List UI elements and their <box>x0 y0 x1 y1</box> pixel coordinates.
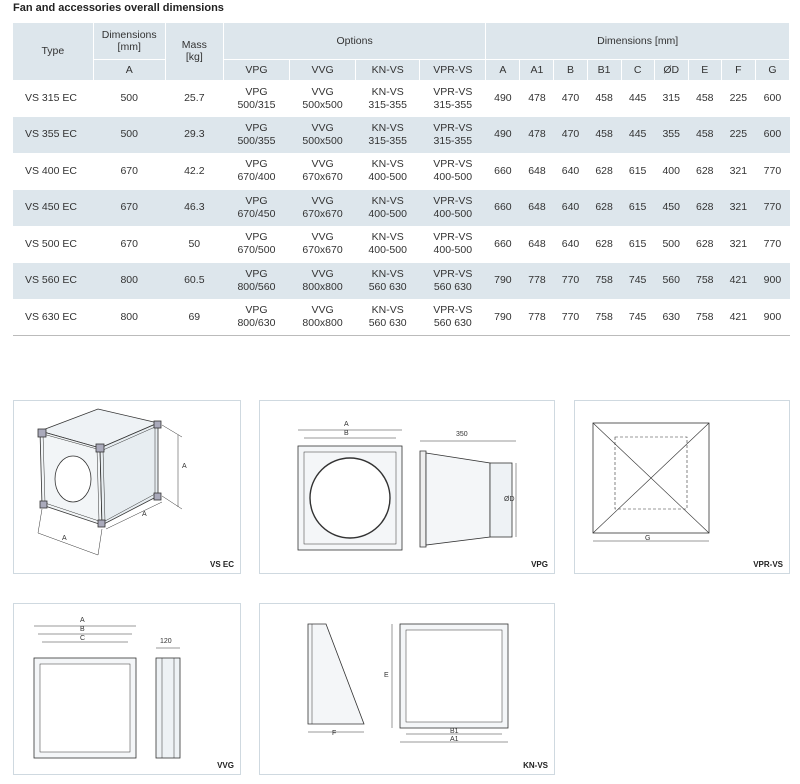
cell-option-knvs-line: 560 630 <box>368 317 407 329</box>
vpr-vs-label-g: G <box>645 535 651 542</box>
header-dim-d: ØD <box>654 59 688 80</box>
cell-dim-d: 400 <box>662 164 680 177</box>
cell-dim-f: 421 <box>721 299 755 336</box>
cell-dim-g: 600 <box>755 117 789 154</box>
cell-dim-a: 660 <box>494 164 512 177</box>
cell-option-vprvs-line: VPR-VS <box>433 194 473 207</box>
cell-dim-b: 470 <box>561 92 580 104</box>
cell-option-vpg-line: 800/560 <box>237 280 276 293</box>
cell-dim-g: 900 <box>755 299 789 336</box>
cell-option-vpg-line: 500/355 <box>237 134 276 147</box>
header-dim-f: F <box>721 59 755 80</box>
cell-dim-d: 315 <box>662 92 680 104</box>
cell-option-vvg <box>290 153 356 190</box>
cell-option-vprvs-line: 315-355 <box>433 134 473 147</box>
cell-dim-a: 490 <box>486 117 520 154</box>
cell-dim-c: 615 <box>621 190 654 227</box>
cell-option-vpg <box>223 117 289 154</box>
diagram-vpg <box>259 400 555 574</box>
cell-option-vvg-line: VVG <box>311 121 334 134</box>
cell-option-vvg-line: 500x500 <box>302 134 343 147</box>
cell-dim-a1: 778 <box>520 263 554 300</box>
cell-option-vpg <box>223 263 289 300</box>
cell-mass: 42.2 <box>184 164 205 177</box>
cell-type: VS 450 EC <box>13 190 93 227</box>
cell-option-vpg <box>223 80 289 117</box>
cell-dim-d: 450 <box>654 190 688 227</box>
diagram-vpr-vs <box>574 400 790 574</box>
vpg-caption: VPG <box>531 560 548 569</box>
cell-option-vprvs <box>420 263 486 300</box>
vpg-label-d: ØD <box>504 496 515 503</box>
cell-option-vvg <box>290 117 356 154</box>
cell-dim-f: 225 <box>721 117 755 154</box>
cell-dim-f: 225 <box>729 92 748 104</box>
cell-dim-c: 615 <box>628 164 647 177</box>
header-options: Options <box>223 23 485 59</box>
cell-dim-a1: 648 <box>528 237 546 250</box>
cell-dim-b1: 628 <box>595 237 613 250</box>
cell-dim-e: 458 <box>696 92 714 104</box>
diagram-kn-vs <box>259 603 555 775</box>
cell-option-vvg-line: 800x800 <box>302 317 343 329</box>
cell-option-knvs-line: KN-VS <box>371 194 404 207</box>
cell-dimension-a: 800 <box>93 263 165 300</box>
cell-option-vpg-line: VPG <box>245 194 268 207</box>
cell-option-knvs-line: KN-VS <box>371 121 404 134</box>
vvg-drawing <box>14 604 242 776</box>
cell-option-vprvs-line: 560 630 <box>433 317 472 329</box>
cell-option-knvs-line: 315-355 <box>368 98 407 111</box>
cell-mass: 29.3 <box>165 117 223 154</box>
cell-dimension-a: 670 <box>120 164 138 177</box>
cell-option-vprvs <box>420 153 486 190</box>
cell-dim-c: 445 <box>628 92 647 104</box>
vs-ec-caption: VS EC <box>209 560 234 569</box>
cell-option-vpg-line: 670/450 <box>237 207 276 220</box>
cell-option-knvs-line: 400-500 <box>368 207 407 220</box>
diagram-vvg <box>13 603 241 775</box>
cell-dimension-a: 800 <box>93 299 165 336</box>
dimensions-table <box>13 23 790 336</box>
cell-dim-a1: 648 <box>520 190 554 227</box>
cell-option-vpg-line: VPG <box>245 231 268 244</box>
cell-option-vvg <box>290 299 356 336</box>
cell-option-vpg-line: VPG <box>245 85 268 98</box>
cell-option-vpg-line: 670/400 <box>237 171 276 184</box>
cell-dim-b: 470 <box>554 117 587 154</box>
cell-option-knvs-line: KN-VS <box>371 304 404 316</box>
cell-mass: 25.7 <box>184 92 205 104</box>
cell-dimension-a: 500 <box>93 117 165 154</box>
cell-dim-e: 628 <box>696 164 714 177</box>
table-row <box>13 117 790 154</box>
cell-dim-e: 628 <box>696 237 714 250</box>
vs-ec-label-a-height: A <box>182 463 187 470</box>
kn-vs-caption: KN-VS <box>523 761 548 770</box>
header-option-vprvs: VPR-VS <box>420 59 486 80</box>
header-type: Type <box>13 23 93 80</box>
cell-mass: 46.3 <box>165 190 223 227</box>
cell-option-vprvs-line: VPR-VS <box>433 231 473 244</box>
cell-dimension-a: 670 <box>93 190 165 227</box>
cell-option-vvg <box>290 263 356 300</box>
cell-option-vvg-line: VVG <box>311 304 334 316</box>
cell-option-knvs-line: KN-VS <box>371 267 404 280</box>
kn-vs-label-e: E <box>384 672 389 679</box>
cell-dim-a: 490 <box>494 92 512 104</box>
table-row <box>13 153 790 190</box>
cell-dim-c: 745 <box>621 263 654 300</box>
cell-option-vprvs-line: 400-500 <box>433 244 473 257</box>
cell-dim-b1: 458 <box>587 117 621 154</box>
cell-dim-c: 445 <box>621 117 654 154</box>
cell-dim-f: 321 <box>729 164 748 177</box>
cell-dim-c: 745 <box>621 299 654 336</box>
cell-type: VS 630 EC <box>13 299 93 336</box>
cell-option-vprvs-line: 315-355 <box>433 98 473 111</box>
vpg-label-a: A <box>344 421 349 428</box>
cell-dimension-a: 500 <box>120 92 138 104</box>
cell-dim-c: 615 <box>628 237 647 250</box>
cell-option-vvg-line: VVG <box>311 85 334 98</box>
cell-mass: 50 <box>188 237 201 250</box>
cell-dim-a: 790 <box>486 263 520 300</box>
cell-dim-f: 421 <box>721 263 755 300</box>
kn-vs-label-a1: A1 <box>450 736 459 743</box>
header-option-vvg: VVG <box>290 59 356 80</box>
cell-option-vprvs <box>420 299 486 336</box>
vpr-vs-drawing <box>575 401 791 575</box>
cell-option-vpg-line: VPG <box>245 121 268 134</box>
cell-option-knvs-line: 400-500 <box>368 244 407 257</box>
cell-option-vvg-line: 670x670 <box>302 171 343 184</box>
vvg-label-c: C <box>80 635 86 642</box>
cell-option-vprvs <box>420 80 486 117</box>
cell-dim-a: 790 <box>486 299 520 336</box>
header-dim-e: E <box>688 59 721 80</box>
cell-option-vpg <box>223 299 289 336</box>
cell-dim-a1: 778 <box>520 299 554 336</box>
cell-dim-g: 900 <box>755 263 789 300</box>
cell-mass: 60.5 <box>165 263 223 300</box>
cell-dimension-a: 670 <box>120 237 138 250</box>
cell-dim-a1: 478 <box>520 117 554 154</box>
cell-option-vpg-line: VPG <box>245 267 268 280</box>
cell-option-knvs <box>356 153 420 190</box>
vvg-label-depth: 120 <box>160 638 172 645</box>
vvg-caption: VVG <box>217 761 234 770</box>
cell-option-vvg-line: 500x500 <box>302 98 343 111</box>
cell-dim-g: 770 <box>755 190 789 227</box>
cell-option-vvg-line: VVG <box>311 231 334 244</box>
vpg-label-b: B <box>344 430 349 437</box>
cell-dim-a: 660 <box>486 190 520 227</box>
table-row <box>13 80 790 117</box>
cell-option-vvg-line: VVG <box>311 158 334 171</box>
cell-dim-a: 660 <box>494 237 512 250</box>
vpg-drawing <box>260 401 556 575</box>
cell-mass: 69 <box>165 299 223 336</box>
cell-option-vvg <box>290 190 356 227</box>
cell-option-knvs-line: KN-VS <box>371 231 404 244</box>
header-option-vpg: VPG <box>223 59 289 80</box>
cell-type: VS 355 EC <box>13 117 93 154</box>
cell-dim-d: 355 <box>654 117 688 154</box>
cell-dim-d: 500 <box>662 237 680 250</box>
cell-dim-b: 640 <box>561 164 580 177</box>
header-dimensions: Dimensions [mm] <box>93 23 165 59</box>
cell-option-vprvs-line: 560 630 <box>433 280 472 293</box>
header-dimensions-a: A <box>93 59 165 80</box>
table-row <box>13 263 790 300</box>
cell-dim-b1: 758 <box>587 299 621 336</box>
cell-option-vvg-line: 800x800 <box>302 280 343 293</box>
cell-dim-g: 770 <box>763 164 782 177</box>
cell-option-knvs <box>356 117 420 154</box>
header-dims-mm: Dimensions [mm] <box>486 23 790 59</box>
table-row <box>13 226 790 263</box>
vvg-label-b: B <box>80 626 85 633</box>
cell-option-vprvs <box>420 190 486 227</box>
cell-option-vpg-line: 500/315 <box>237 98 276 111</box>
cell-dim-e: 758 <box>688 263 721 300</box>
header-mass: Mass [kg] <box>165 23 223 80</box>
cell-dim-e: 758 <box>688 299 721 336</box>
cell-option-vprvs <box>420 226 486 263</box>
vs-ec-drawing <box>14 401 242 575</box>
cell-dim-b1: 758 <box>587 263 621 300</box>
cell-option-vpg-line: 800/630 <box>237 317 276 329</box>
table-row <box>13 299 790 336</box>
cell-option-vvg <box>290 226 356 263</box>
cell-dim-b: 770 <box>554 299 587 336</box>
cell-dim-d: 630 <box>654 299 688 336</box>
cell-option-vvg-line: 670x670 <box>302 244 343 257</box>
kn-vs-label-b1: B1 <box>450 728 459 735</box>
cell-option-knvs-line: 315-355 <box>368 134 407 147</box>
cell-option-vvg-line: 670x670 <box>302 207 343 220</box>
cell-dim-e: 628 <box>688 190 721 227</box>
header-dim-g: G <box>755 59 789 80</box>
cell-option-vprvs-line: 400-500 <box>433 171 473 184</box>
cell-option-knvs-line: 400-500 <box>368 171 407 184</box>
cell-dim-e: 458 <box>688 117 721 154</box>
header-option-knvs: KN-VS <box>356 59 420 80</box>
header-dim-a1: A1 <box>520 59 554 80</box>
cell-option-vprvs <box>420 117 486 154</box>
diagram-vs-ec <box>13 400 241 574</box>
cell-dim-b: 770 <box>554 263 587 300</box>
cell-option-vpg <box>223 190 289 227</box>
cell-option-knvs-line: 560 630 <box>368 280 407 293</box>
cell-dim-d: 560 <box>654 263 688 300</box>
cell-option-knvs <box>356 226 420 263</box>
cell-dim-b: 640 <box>561 237 580 250</box>
cell-type: VS 560 EC <box>13 263 93 300</box>
vvg-label-a: A <box>80 617 85 624</box>
cell-dim-b1: 628 <box>587 190 621 227</box>
cell-option-vpg-line: VPG <box>245 158 268 171</box>
cell-type: VS 400 EC <box>25 164 77 177</box>
cell-dim-b1: 458 <box>595 92 613 104</box>
cell-option-vpg-line: VPG <box>245 304 268 316</box>
cell-dim-f: 321 <box>729 237 748 250</box>
cell-option-knvs-line: KN-VS <box>371 85 404 98</box>
header-dim-b: B <box>554 59 587 80</box>
cell-option-vvg-line: VVG <box>311 194 334 207</box>
vpg-label-depth: 350 <box>456 431 468 438</box>
cell-option-vpg <box>223 153 289 190</box>
cell-dim-f: 321 <box>721 190 755 227</box>
table-body <box>13 80 790 336</box>
vs-ec-label-a-side: A <box>142 511 147 518</box>
vpr-vs-caption: VPR-VS <box>753 560 783 569</box>
cell-dim-b1: 628 <box>595 164 613 177</box>
page-title: Fan and accessories overall dimensions <box>13 2 224 14</box>
cell-type: VS 500 EC <box>25 237 77 250</box>
cell-option-vprvs-line: VPR-VS <box>433 121 473 134</box>
header-dim-b1: B1 <box>587 59 621 80</box>
cell-option-knvs <box>356 263 420 300</box>
cell-dim-a1: 478 <box>528 92 546 104</box>
kn-vs-label-f: F <box>332 730 337 737</box>
cell-option-vvg-line: VVG <box>311 267 334 280</box>
vs-ec-label-a-front: A <box>62 535 67 542</box>
cell-option-vvg <box>290 80 356 117</box>
header-dim-a: A <box>486 59 520 80</box>
cell-option-vprvs-line: VPR-VS <box>433 267 473 280</box>
cell-option-knvs <box>356 299 420 336</box>
cell-option-knvs-line: KN-VS <box>371 158 404 171</box>
cell-option-vprvs-line: 400-500 <box>433 207 473 220</box>
cell-type: VS 315 EC <box>25 92 77 104</box>
header-dim-c: C <box>621 59 654 80</box>
kn-vs-drawing <box>260 604 556 776</box>
table-row <box>13 190 790 227</box>
cell-dim-g: 600 <box>763 92 782 104</box>
cell-option-vpg <box>223 226 289 263</box>
cell-dim-b: 640 <box>554 190 587 227</box>
cell-dim-a1: 648 <box>528 164 546 177</box>
cell-option-knvs <box>356 80 420 117</box>
cell-option-vprvs-line: VPR-VS <box>433 158 473 171</box>
cell-option-knvs <box>356 190 420 227</box>
cell-option-vpg-line: 670/500 <box>237 244 276 257</box>
cell-option-vprvs-line: VPR-VS <box>433 85 473 98</box>
cell-dim-g: 770 <box>763 237 782 250</box>
cell-option-vprvs-line: VPR-VS <box>433 304 473 316</box>
